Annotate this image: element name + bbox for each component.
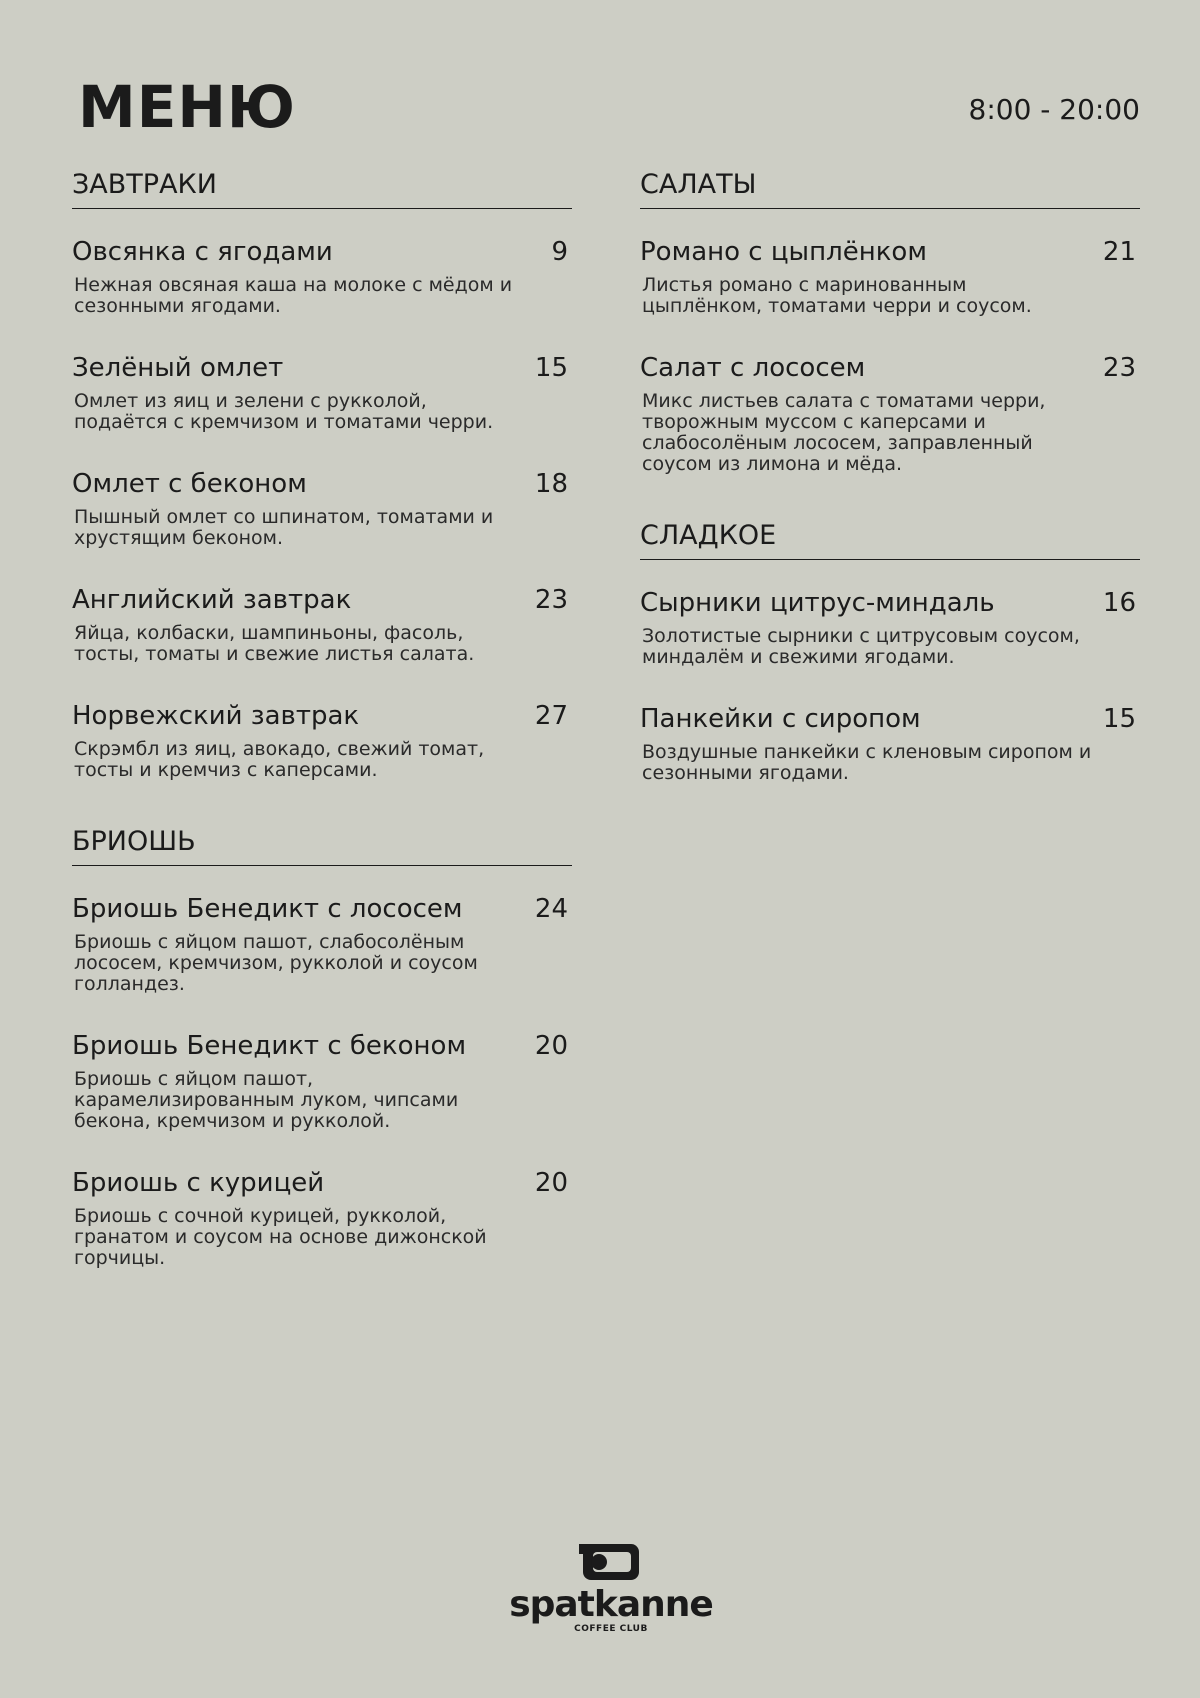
menu-item-header [640,351,1140,385]
menu-item [640,351,1140,475]
opening-hours: 8:00 - 20:00 [968,93,1140,126]
menu-item-description: Бриошь с сочной курицей, рукколой, гранатом и соусом на основе дижонской горчицы. [74,1205,487,1269]
menu-item-name: Овсянка с ягодами [72,237,333,267]
menu-item [72,351,572,433]
menu-title: МЕНЮ [78,73,296,141]
menu-item-name: Зелёный омлет [72,353,284,383]
menu-item-name: Норвежский завтрак [72,701,360,731]
menu-item-price: 20 [534,1168,568,1198]
menu-item-name: Омлет с беконом [72,469,307,499]
menu-item-description: Скрэмбл из яиц, авокадо, свежий томат, тосты и кремчиз с каперсами. [74,738,485,781]
section-title: ЗАВТРАКИ [72,168,572,209]
menu-item-name: Салат с лососем [640,353,866,383]
menu-item-description: Нежная овсяная каша на молоке с мёдом и сезонными ягодами. [74,274,513,317]
brand-logo [500,1540,722,1640]
brand-wordmark: spatkanne [509,1584,713,1625]
menu-item-description: Бриошь с яйцом пашот, слабосолёным лососем, кремчизом, рукколой и соусом голландез. [74,931,478,995]
menu-item-name: Сырники цитрус-миндаль [640,588,995,618]
menu-item-header [640,586,1140,620]
cup-logo-icon [577,1540,645,1584]
right-column [640,168,1140,828]
menu-item [72,1166,572,1269]
menu-item-description: Воздушные панкейки с кленовым сиропом и сезонными ягодами. [642,741,1092,784]
menu-section [72,825,572,1269]
section-title: СЛАДКОЕ [640,519,1140,560]
menu-item-name: Английский завтрак [72,585,352,615]
menu-item-name: Бриошь с курицей [72,1168,325,1198]
menu-item [640,586,1140,668]
menu-item-description: Микс листьев салата с томатами черри, творожным муссом с каперсами и слабосолёным лососем, заправленный соусом из лимона и мёда. [642,390,1046,475]
menu-section [640,519,1140,784]
menu-item [72,235,572,317]
menu-item [72,892,572,995]
menu-item-header [72,235,572,269]
menu-item-price: 21 [1102,237,1136,267]
menu-item [72,1029,572,1132]
menu-item-header [72,583,572,617]
menu-item-price: 24 [534,894,568,924]
menu-item-price: 15 [1102,704,1136,734]
menu-item-price: 9 [551,237,568,267]
menu-item-price: 27 [534,701,568,731]
menu-item-price: 20 [534,1031,568,1061]
menu-item [72,467,572,549]
menu-item [640,235,1140,317]
menu-section [72,168,572,781]
menu-item-description: Пышный омлет со шпинатом, томатами и хрустящим беконом. [74,506,494,549]
menu-item-header [72,351,572,385]
section-title: БРИОШЬ [72,825,572,866]
left-column [72,168,572,1313]
menu-item-description: Листья романо с маринованным цыплёнком, томатами черри и соусом. [642,274,1032,317]
menu-item-header [72,1029,572,1063]
menu-item [72,583,572,665]
menu-item-header [640,235,1140,269]
menu-item-header [640,702,1140,736]
menu-item-name: Панкейки с сиропом [640,704,921,734]
menu-item-name: Бриошь Бенедикт с лососем [72,894,463,924]
menu-item-price: 18 [534,469,568,499]
menu-item-description: Золотистые сырники с цитрусовым соусом, миндалём и свежими ягодами. [642,625,1080,668]
menu-item-price: 23 [1102,353,1136,383]
menu-item-header [72,467,572,501]
menu-item-name: Романо с цыплёнком [640,237,927,267]
menu-item-description: Омлет из яиц и зелени с рукколой, подаётся с кремчизом и томатами черри. [74,390,494,433]
brand-subtitle: COFFEE CLUB [574,1624,648,1634]
menu-item-price: 15 [534,353,568,383]
menu-item [640,702,1140,784]
menu-item-description: Яйца, колбаски, шампиньоны, фасоль, тосты, томаты и свежие листья салата. [74,622,475,665]
menu-item-header [72,892,572,926]
menu-section [640,168,1140,475]
menu-item-price: 16 [1102,588,1136,618]
menu-item-price: 23 [534,585,568,615]
menu-item [72,699,572,781]
section-title: САЛАТЫ [640,168,1140,209]
menu-item-header [72,1166,572,1200]
menu-item-name: Бриошь Бенедикт с беконом [72,1031,467,1061]
menu-item-header [72,699,572,733]
menu-item-description: Бриошь с яйцом пашот, карамелизированным луком, чипсами бекона, кремчизом и рукколой. [74,1068,459,1132]
